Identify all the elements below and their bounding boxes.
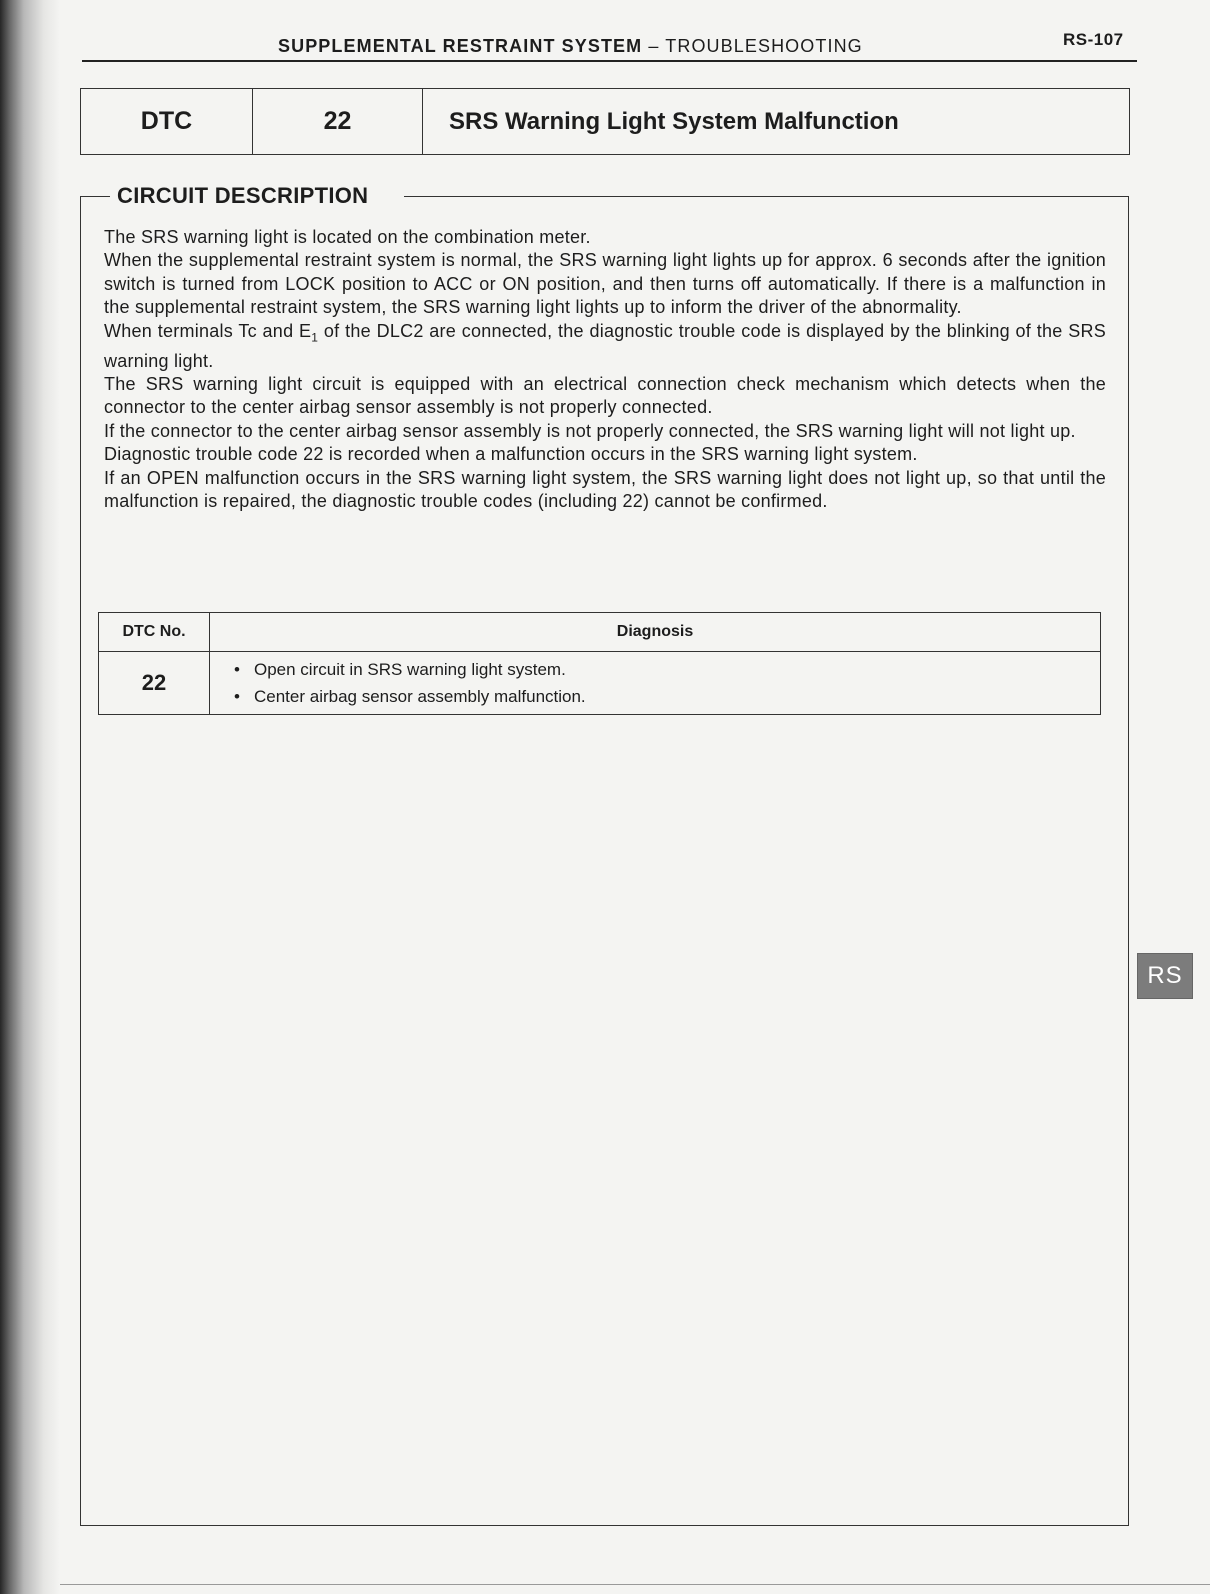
- col-header-dtc-no: DTC No.: [99, 613, 210, 652]
- description-paragraph: Diagnostic trouble code 22 is recorded when a malfunction occurs in the SRS warning light system.: [104, 444, 918, 465]
- diagnosis-item: • Center airbag sensor assembly malfunction.: [232, 683, 1100, 710]
- section-tab-rs: [1137, 953, 1193, 999]
- table-header-row: [99, 613, 1101, 652]
- description-paragraph: The SRS warning light is located on the combination meter.: [104, 227, 591, 247]
- description-paragraph: [104, 320, 1106, 373]
- description-paragraph: When the supplemental restraint system is normal, the SRS warning light lights up for approx. 6 seconds after the ignition switch is turned from LOCK position to ACC or ON position, and then turns off automatically. If there is a malfunction in the supplemental restraint system, the SRS warning light lights up to inform the driver of the abnormality.: [104, 250, 1106, 318]
- col-header-diagnosis: Diagnosis: [210, 613, 1101, 652]
- description-paragraph: If an OPEN malfunction occurs in the SRS warning light system, the SRS warning light does not light up, so that until the malfunction is repaired, the diagnostic trouble codes (including 22) cannot be confirmed.: [104, 467, 1106, 512]
- binding-shadow: [0, 0, 60, 1594]
- dtc-diagnosis-table: [98, 612, 1101, 715]
- description-terminals-text: When terminals Tc and E: [104, 320, 312, 341]
- bottom-edge-line: [60, 1584, 1210, 1585]
- dtc-code: 22: [253, 89, 423, 154]
- page-number: RS-107: [1063, 30, 1124, 49]
- header-title-bold: SUPPLEMENTAL RESTRAINT SYSTEM: [278, 36, 643, 56]
- header-rule: [82, 60, 1137, 62]
- dtc-number-cell: 22: [99, 652, 210, 715]
- table-row: [99, 652, 1101, 715]
- diagnosis-item: • Open circuit in SRS warning light system.: [232, 656, 1100, 683]
- description-paragraph: If the connector to the center airbag sensor assembly is not properly connected, the SRS warning light will not light up.: [104, 420, 1076, 441]
- terminal-subscript: 1: [311, 330, 319, 345]
- diagnosis-cell: [210, 652, 1101, 715]
- description-blinking-text: the blinking of the SRS warning light.: [104, 320, 1106, 371]
- circuit-description-heading: CIRCUIT DESCRIPTION: [117, 183, 369, 208]
- dtc-title: SRS Warning Light System Malfunction: [449, 107, 899, 135]
- header-title-rest: – TROUBLESHOOTING: [642, 36, 863, 56]
- description-terminals-rest: of the DLC2 are connected, the diagnostic trouble code is displayed by: [318, 320, 910, 341]
- diagnosis-list: [210, 652, 1100, 714]
- circuit-description-text: [104, 226, 1106, 513]
- description-paragraph: The SRS warning light circuit is equipped with an electrical connection check mechanism which detects when the connector to the center airbag sensor assembly is not properly connected.: [104, 374, 1106, 418]
- section-tab-label: RS: [1147, 962, 1183, 989]
- dtc-header-box: [80, 88, 1130, 155]
- page-header-title: [278, 36, 863, 57]
- dtc-label: DTC: [81, 89, 253, 154]
